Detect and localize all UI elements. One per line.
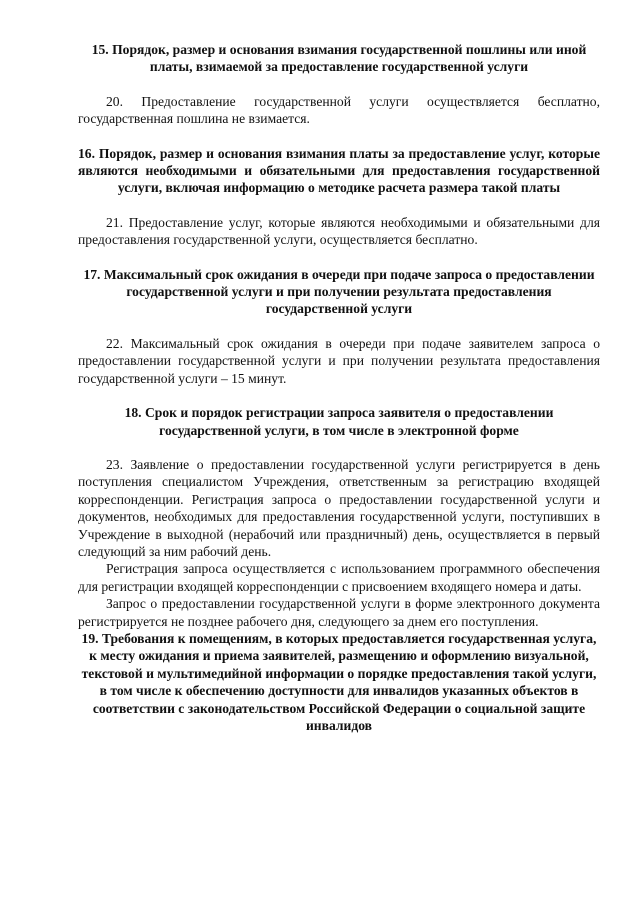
section-15-heading: 15. Порядок, размер и основания взимания государственной пошлины или иной платы, взимаемой за предоставление государственной услуги <box>91 42 587 75</box>
section-17-paragraph: 22. Максимальный срок ожидания в очереди при подаче заявителем запроса о предоставлении государственной услуги и при получении результата предоставления государственной услуги – 15 минут. <box>78 335 600 386</box>
section-16-paragraph: 21. Предоставление услуг, которые являются необходимыми и обязательными для предоставления государственной услуги, осуществляется бесплатно. <box>78 214 600 248</box>
section-18-paragraph-2: Регистрация запроса осуществляется с использованием программного обеспечения для регистрации входящей корреспонденции с присвоением входящего номера и даты. <box>78 561 600 594</box>
section-17-heading: 17. Максимальный срок ожидания в очереди при подаче запроса о предоставлении государственной услуги и при получении результата предоставления государственной услуги <box>83 266 595 317</box>
section-18-heading: 18. Срок и порядок регистрации запроса заявителя о предоставлении государственной услуги, в том числе в электронной форме <box>124 405 554 438</box>
document-page <box>78 41 600 734</box>
section-19-heading: 19. Требования к помещениям, в которых предоставляется государственная услуга, к месту ожидания и приема заявителей, размещению и оформлению визуальной, текстовой и мультимедийной информации о порядке предоставления такой услуги, в том числе к обеспечению доступности для инвалидов указанных объектов в соответствии с законодательством Российской Федерации о социальной защите инвалидов <box>81 630 597 733</box>
section-16-heading: 16. Порядок, размер и основания взимания платы за предоставление услуг, которые являются необходимыми и обязательными для предоставления государственной услуги, включая информацию о методике расчета размера такой платы <box>78 145 600 196</box>
section-15-paragraph: 20. Предоставление государственной услуги осуществляется бесплатно, государственная пошлина не взимается. <box>78 93 600 127</box>
section-18-paragraph-1: 23. Заявление о предоставлении государственной услуги регистрируется в день поступления специалистом Учреждения, ответственным за регистрацию входящей корреспонденции. Регистрация запроса о предоставлении государственной услуги и документов, необходимых для предоставления государственной услуги, поступивших в Учреждение в выходной (нерабочий или праздничный) день, осуществляется в первый следующий за ним рабочий день. <box>78 456 600 559</box>
section-18-paragraph-3: Запрос о предоставлении государственной услуги в форме электронного документа регистрируется не позднее рабочего дня, следующего за днем его поступления. <box>78 596 600 629</box>
